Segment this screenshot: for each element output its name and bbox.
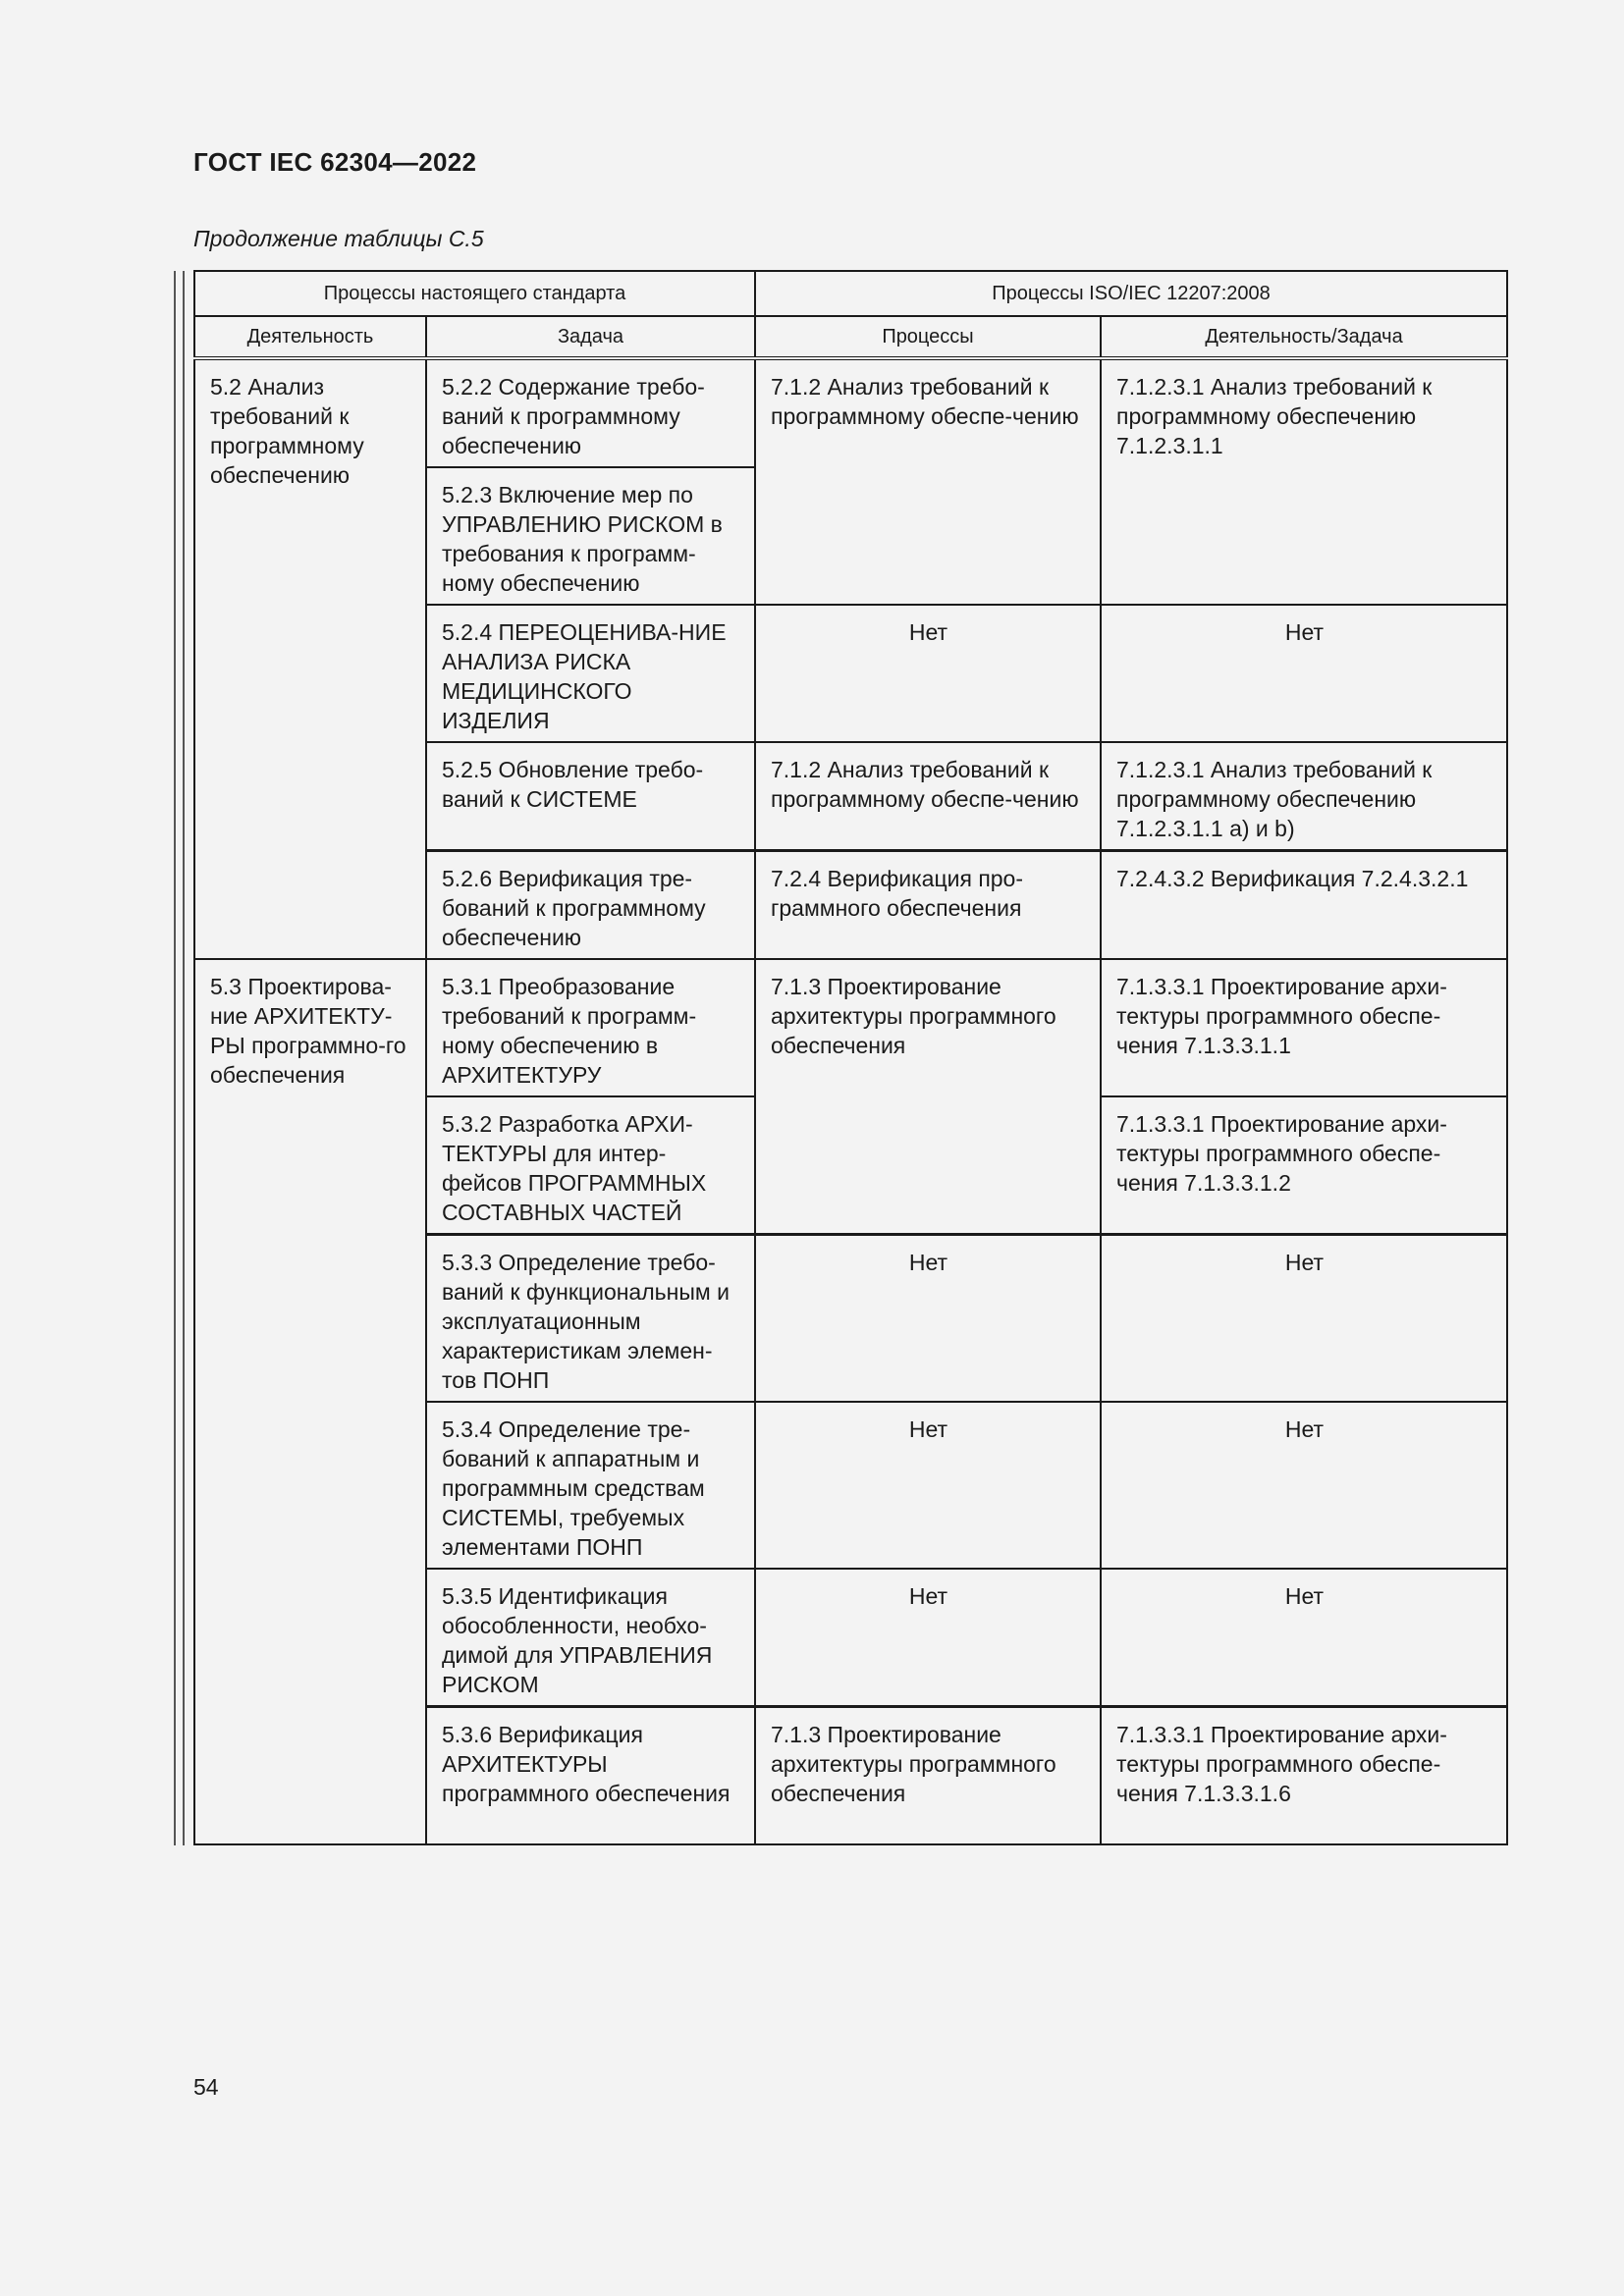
column-header-processes: Процессы	[755, 316, 1101, 358]
change-bar	[174, 271, 185, 1845]
activity-task-cell: Нет	[1101, 605, 1507, 742]
task-cell: 5.2.2 Содержание требо-ваний к программному обеспечению	[426, 358, 755, 467]
process-cell: 7.1.2 Анализ требований к программному обеспе-чению	[755, 358, 1101, 605]
group-header-iso-iec-12207: Процессы ISO/IEC 12207:2008	[755, 271, 1507, 316]
table-row	[194, 358, 1507, 467]
activity-task-cell: 7.1.3.3.1 Проектирование архи-тектуры программного обеспе-чения 7.1.3.3.1.2	[1101, 1096, 1507, 1235]
task-cell: 5.2.5 Обновление требо-ваний к СИСТЕМЕ	[426, 742, 755, 851]
task-cell: 5.2.6 Верификация тре-бований к программному обеспечению	[426, 851, 755, 960]
activity-task-cell: Нет	[1101, 1235, 1507, 1403]
process-cell: 7.1.3 Проектирование архитектуры программного обеспечения	[755, 1707, 1101, 1844]
table-group-header-row	[194, 271, 1507, 316]
activity-task-cell: 7.1.3.3.1 Проектирование архи-тектуры программного обеспе-чения 7.1.3.3.1.1	[1101, 959, 1507, 1096]
process-cell: Нет	[755, 1569, 1101, 1707]
column-header-task: Задача	[426, 316, 755, 358]
activity-task-cell: Нет	[1101, 1402, 1507, 1569]
activity-task-cell: 7.1.3.3.1 Проектирование архи-тектуры программного обеспе-чения 7.1.3.3.1.6	[1101, 1707, 1507, 1844]
task-cell: 5.2.3 Включение мер по УПРАВЛЕНИЮ РИСКОМ в требования к программ-ному обеспечению	[426, 467, 755, 605]
column-header-activity: Деятельность	[194, 316, 426, 358]
process-cell: 7.1.3 Проектирование архитектуры программного обеспечения	[755, 959, 1101, 1235]
process-cell: 7.2.4 Верификация про-граммного обеспечения	[755, 851, 1101, 960]
group-header-this-standard: Процессы настоящего стандарта	[194, 271, 755, 316]
task-cell: 5.2.4 ПЕРЕОЦЕНИВА-НИЕ АНАЛИЗА РИСКА МЕДИЦИНСКОГО ИЗДЕЛИЯ	[426, 605, 755, 742]
process-mapping-table	[193, 270, 1508, 1845]
process-cell: Нет	[755, 1235, 1101, 1403]
activity-task-cell: 7.1.2.3.1 Анализ требований к программному обеспечению 7.1.2.3.1.1 а) и b)	[1101, 742, 1507, 851]
process-cell: Нет	[755, 605, 1101, 742]
task-cell: 5.3.4 Определение тре-бований к аппаратным и программным средствам СИСТЕМЫ, требуемых элементами ПОНП	[426, 1402, 755, 1569]
document-title: ГОСТ IEC 62304—2022	[193, 147, 477, 177]
table-row	[194, 959, 1507, 1096]
activity-task-cell: Нет	[1101, 1569, 1507, 1707]
task-cell: 5.3.5 Идентификация обособленности, необхо-димой для УПРАВЛЕНИЯ РИСКОМ	[426, 1569, 755, 1707]
activity-cell: 5.3 Проектирова-ние АРХИТЕКТУ-РЫ программно-го обеспечения	[194, 959, 426, 1844]
process-cell: Нет	[755, 1402, 1101, 1569]
page-number: 54	[193, 2074, 219, 2100]
task-cell: 5.3.1 Преобразование требований к программ-ному обеспечению в АРХИТЕКТУРУ	[426, 959, 755, 1096]
task-cell: 5.3.2 Разработка АРХИ-ТЕКТУРЫ для интер-фейсов ПРОГРАММНЫХ СОСТАВНЫХ ЧАСТЕЙ	[426, 1096, 755, 1235]
process-cell: 7.1.2 Анализ требований к программному обеспе-чению	[755, 742, 1101, 851]
task-cell: 5.3.6 Верификация АРХИТЕКТУРЫ программного обеспечения	[426, 1707, 755, 1844]
activity-task-cell: 7.1.2.3.1 Анализ требований к программному обеспечению 7.1.2.3.1.1	[1101, 358, 1507, 605]
column-header-activity-task: Деятельность/Задача	[1101, 316, 1507, 358]
task-cell: 5.3.3 Определение требо-ваний к функциональным и эксплуатационным характеристикам элемен-тов ПОНП	[426, 1235, 755, 1403]
activity-cell: 5.2 Анализ требований к программному обеспечению	[194, 358, 426, 959]
activity-task-cell: 7.2.4.3.2 Верификация 7.2.4.3.2.1	[1101, 851, 1507, 960]
table-caption: Продолжение таблицы С.5	[193, 226, 484, 251]
table-column-header-row	[194, 316, 1507, 358]
